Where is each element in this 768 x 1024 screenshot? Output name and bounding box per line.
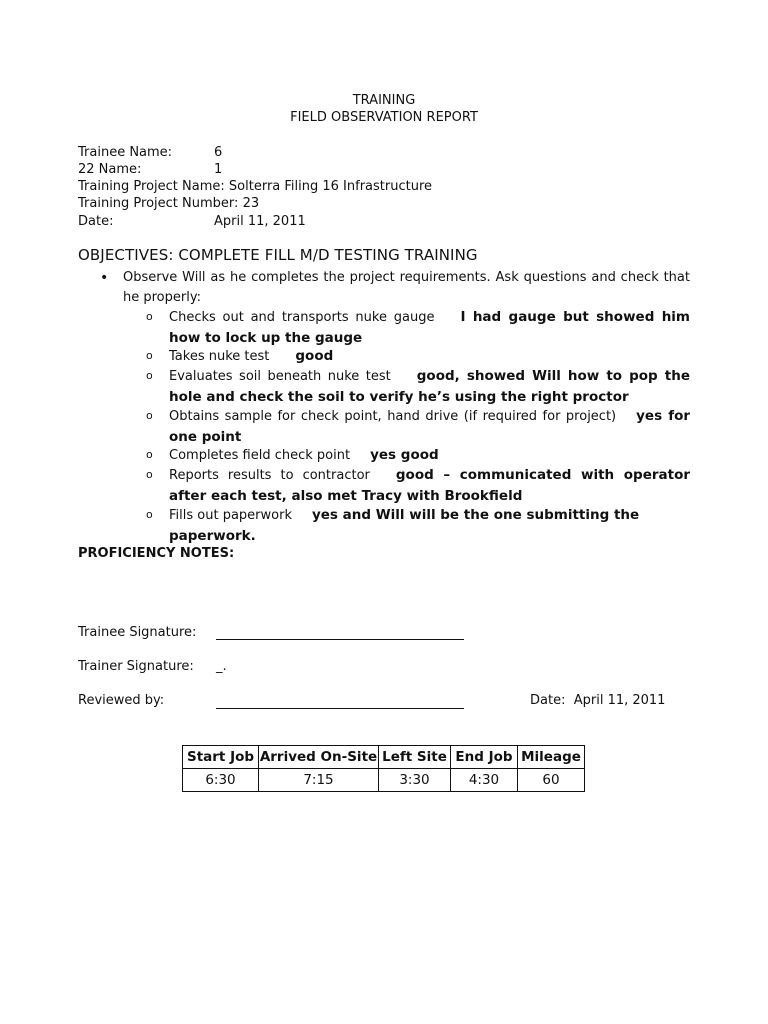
- objective-item-note: yes for one point: [169, 408, 690, 445]
- trainee-signature-label: Trainee Signature:: [78, 625, 197, 640]
- objective-item-note: good: [295, 348, 334, 364]
- objective-item-note: yes and Will will be the one submitting the paperwork.: [169, 507, 640, 544]
- trainer-signature-value: _.: [216, 659, 227, 674]
- circle-bullet-icon: o: [146, 310, 153, 323]
- reviewed-by-label: Reviewed by:: [78, 693, 165, 708]
- name22-label: 22 Name:: [78, 162, 142, 177]
- objective-item-text: Evaluates soil beneath nuke test: [169, 369, 391, 384]
- trainee-name-value: 6: [214, 145, 223, 160]
- trainee-signature-line: [216, 638, 464, 640]
- objective-bullet: [100, 268, 690, 308]
- objective-item-text: Checks out and transports nuke gauge: [169, 310, 435, 325]
- review-date-value: April 11, 2011: [573, 693, 666, 708]
- objective-item-text: Completes field check point: [169, 448, 351, 463]
- trainee-name-row: [78, 144, 222, 161]
- objective-item-note: I had gauge but showed him how to lock up the gauge: [169, 309, 690, 346]
- objective-item-note: yes good: [370, 447, 439, 463]
- trainee-name-label: Trainee Name:: [78, 145, 173, 160]
- circle-bullet-icon: o: [146, 508, 153, 521]
- review-date-row: [530, 693, 665, 708]
- objective-item: [146, 406, 690, 448]
- project-number-row: [78, 195, 259, 212]
- project-number-value: 23: [242, 196, 260, 211]
- table-header-cell: Left Site: [379, 746, 451, 769]
- circle-bullet-icon: o: [146, 448, 153, 461]
- table-cell: 6:30: [183, 769, 259, 792]
- table-cell: 4:30: [451, 769, 518, 792]
- objective-item: [146, 505, 690, 547]
- circle-bullet-icon: o: [146, 409, 153, 422]
- circle-bullet-icon: o: [146, 468, 153, 481]
- trainer-signature-label: Trainer Signature:: [78, 659, 194, 674]
- table-header-row: [183, 746, 585, 769]
- objective-item: [146, 307, 690, 349]
- objective-item: [146, 346, 690, 367]
- date-value: April 11, 2011: [214, 214, 306, 229]
- name22-value: 1: [214, 162, 223, 177]
- date-row: [78, 213, 306, 230]
- objective-item-text: Fills out paperwork: [169, 508, 292, 523]
- date-label: Date:: [78, 214, 114, 229]
- objective-item-text: Takes nuke test: [169, 349, 270, 364]
- objective-item-text: Reports results to contractor: [169, 468, 370, 483]
- table-cell: 3:30: [379, 769, 451, 792]
- objective-item-text: Obtains sample for check point, hand drive (if required for project): [169, 409, 617, 424]
- project-number-label: Training Project Number:: [78, 196, 239, 211]
- report-title-line1: TRAINING: [352, 93, 416, 108]
- reviewed-by-line: [216, 707, 464, 709]
- table-header-cell: Mileage: [518, 746, 585, 769]
- table-cell: 7:15: [259, 769, 379, 792]
- time-log-table: [182, 745, 585, 792]
- table-header-cell: End Job: [451, 746, 518, 769]
- table-row: [183, 769, 585, 792]
- report-title-line2: FIELD OBSERVATION REPORT: [290, 110, 478, 125]
- circle-bullet-icon: o: [146, 369, 153, 382]
- proficiency-notes-label: PROFICIENCY NOTES:: [78, 546, 235, 561]
- objective-item: [146, 366, 690, 408]
- objective-item-note: good, showed Will how to pop the hole and check the soil to verify he’s using the right proctor: [169, 368, 690, 405]
- objective-bullet-text: Observe Will as he completes the project requirements. Ask questions and check that he properly:: [123, 270, 690, 305]
- objective-item: [146, 465, 690, 507]
- objective-item: [146, 445, 690, 466]
- bullet-icon: •: [100, 270, 109, 286]
- objective-item-note: good – communicated with operator after each test, also met Tracy with Brookfield: [169, 467, 690, 504]
- project-name-value: Solterra Filing 16 Infrastructure: [228, 179, 433, 194]
- review-date-label: Date:: [530, 693, 566, 708]
- table-cell: 60: [518, 769, 585, 792]
- circle-bullet-icon: o: [146, 349, 153, 362]
- table-header-cell: Start Job: [183, 746, 259, 769]
- name22-row: [78, 161, 222, 178]
- project-name-row: [78, 178, 432, 195]
- objectives-heading: OBJECTIVES: COMPLETE FILL M/D TESTING TRAINING: [78, 246, 478, 264]
- table-header-cell: Arrived On-Site: [259, 746, 379, 769]
- project-name-label: Training Project Name:: [78, 179, 225, 194]
